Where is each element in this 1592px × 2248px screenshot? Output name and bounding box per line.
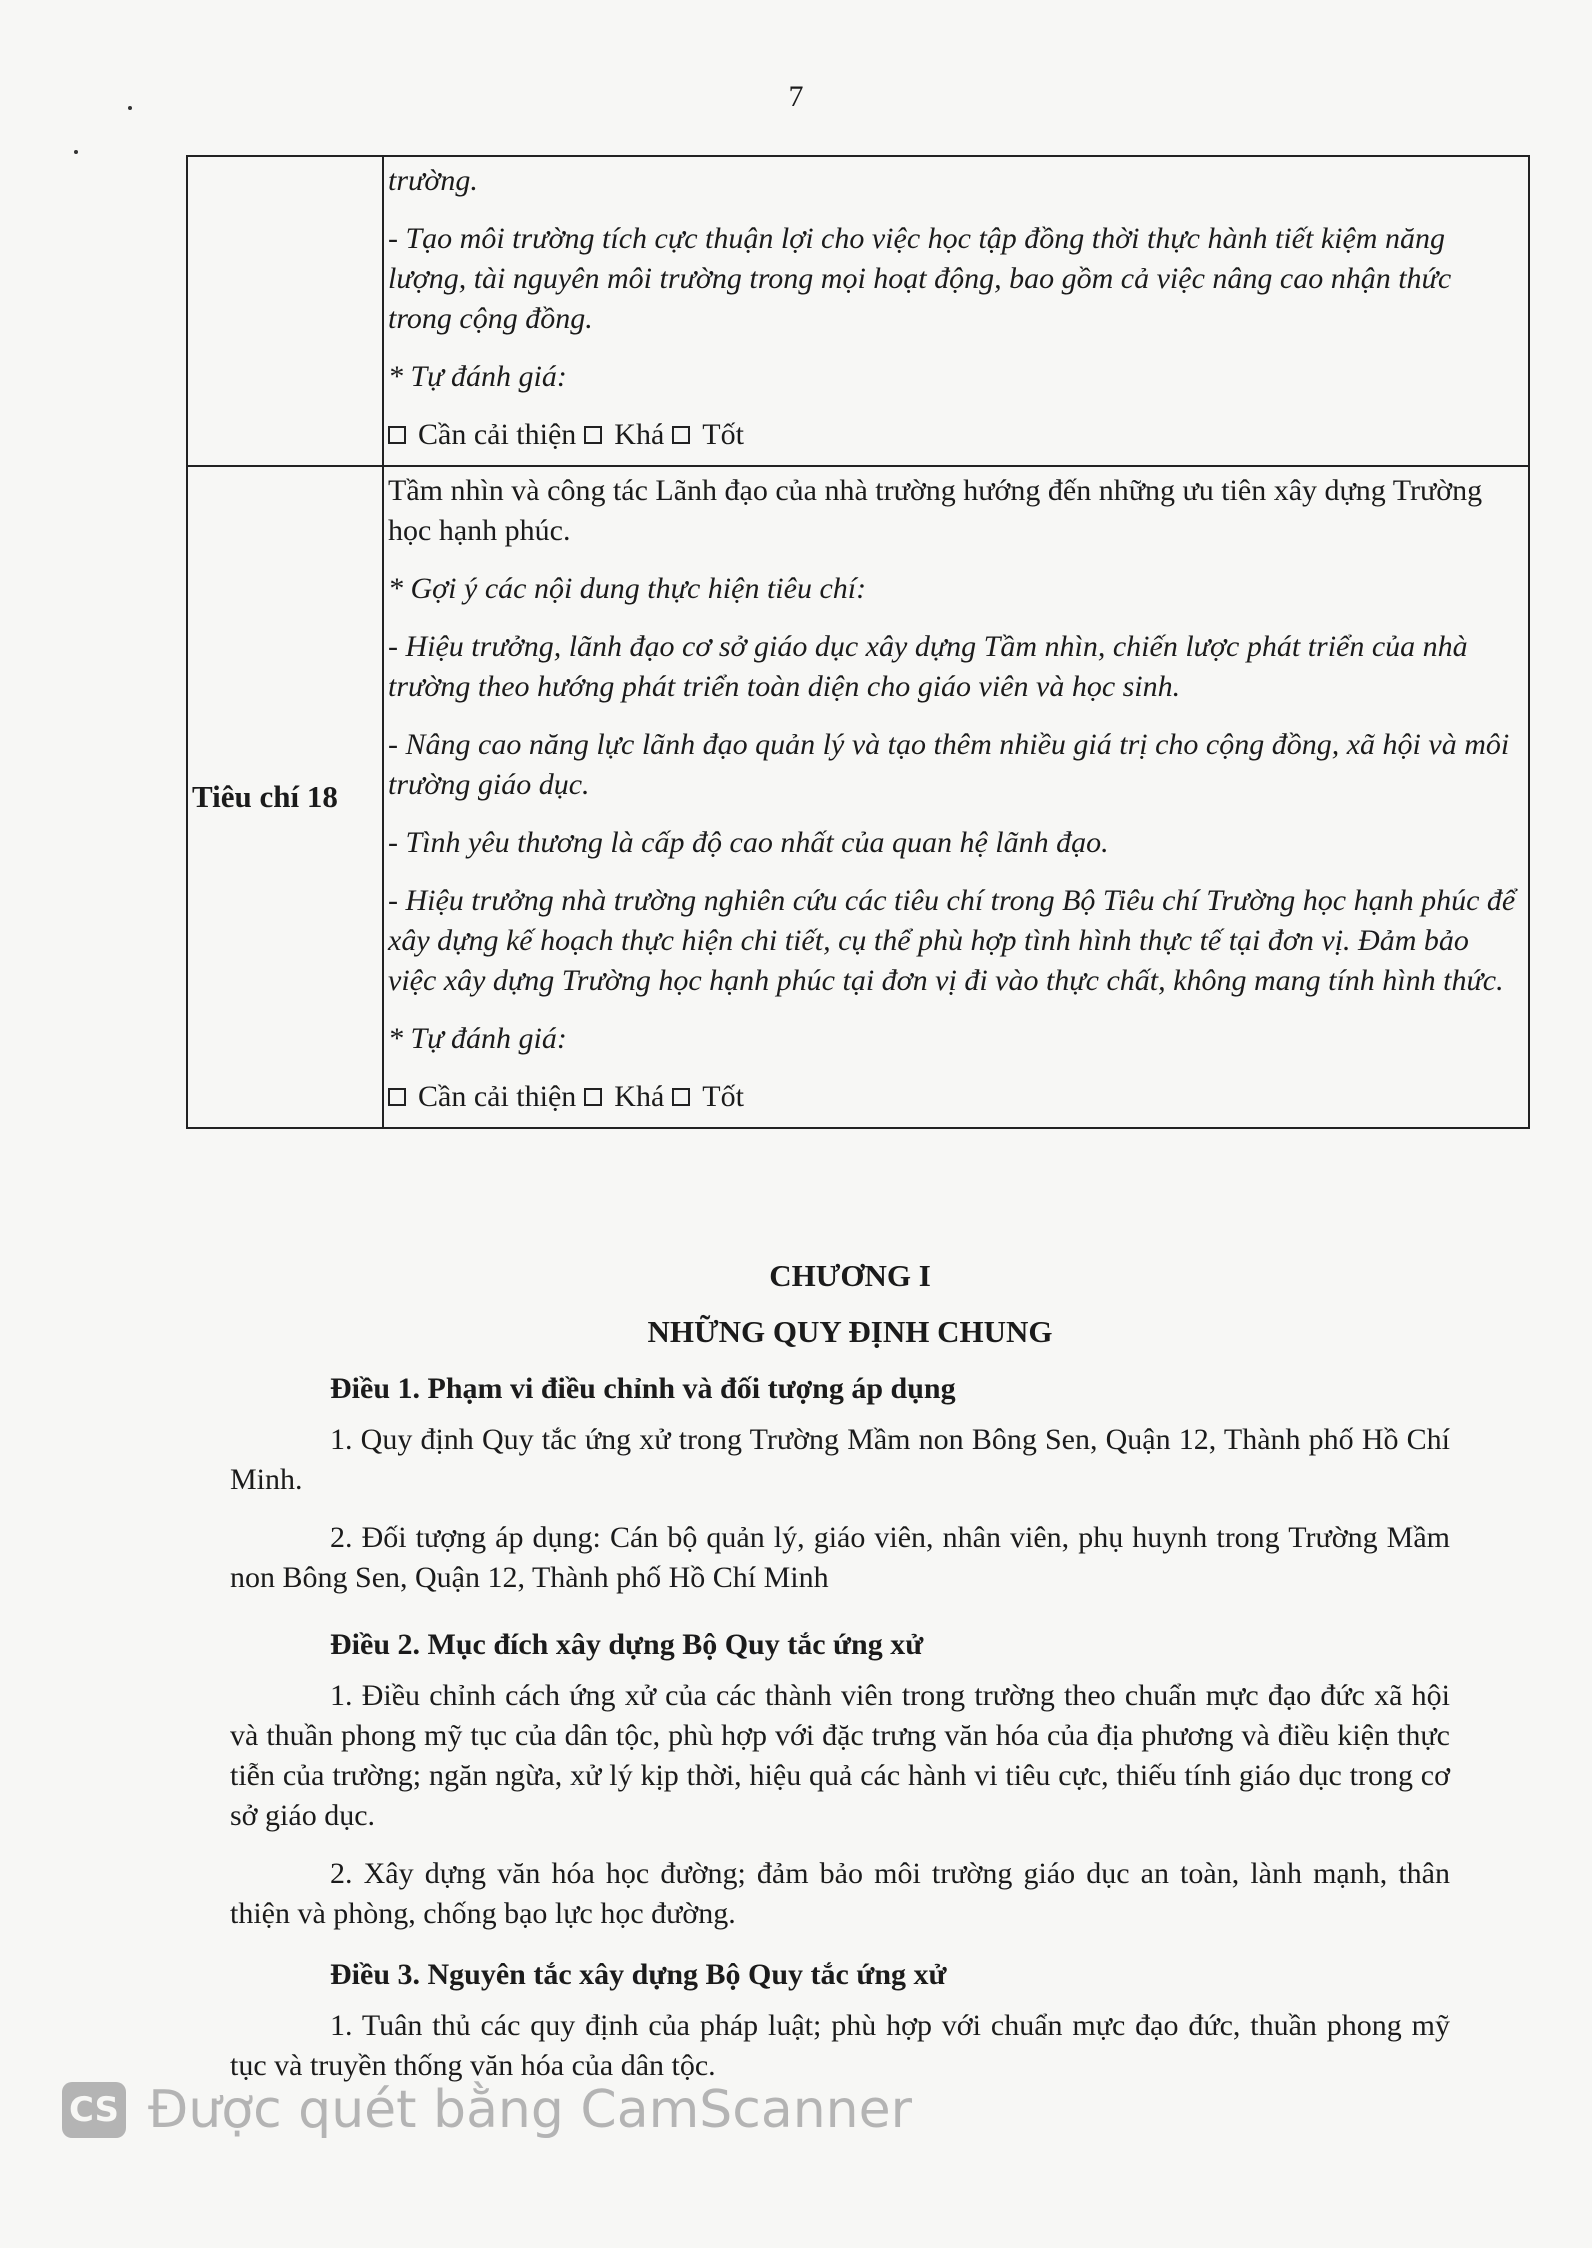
page-number: 7 xyxy=(788,80,804,113)
continuation-text: trường. xyxy=(388,164,478,197)
rating-label: Khá xyxy=(614,418,665,451)
chapter-title: NHỮNG QUY ĐỊNH CHUNG xyxy=(647,1314,1053,1349)
checkbox-icon[interactable] xyxy=(584,426,602,444)
bullet-text: - Hiệu trưởng, lãnh đạo cơ sở giáo dục xây dựng Tầm nhìn, chiến lược phát triển của nhà trường theo hướng phát triển toàn diện cho giáo viên và học sinh. xyxy=(388,630,1468,703)
checkbox-icon[interactable] xyxy=(672,426,690,444)
rating-options xyxy=(388,1077,1520,1117)
article-paragraph: 1. Quy định Quy tắc ứng xử trong Trường Mầm non Bông Sen, Quận 12, Thành phố Hồ Chí Minh. xyxy=(230,1423,1450,1496)
scan-speck xyxy=(74,150,78,154)
bullet-text: - Hiệu trưởng nhà trường nghiên cứu các tiêu chí trong Bộ Tiêu chí Trường học hạnh phúc để xây dựng kế hoạch thực hiện chi tiết, cụ thể phù hợp tình hình thực tế tại đơn vị. Đảm bảo việc xây dựng Trường học hạnh phúc tại đơn vị đi vào thực chất, không mang tính hình thức. xyxy=(388,884,1516,997)
criterion-content-cell xyxy=(383,466,1529,1128)
rating-label: Tốt xyxy=(702,418,744,451)
article-title: Điều 1. Phạm vi điều chỉnh và đối tượng áp dụng xyxy=(330,1372,956,1405)
bullet-text: - Nâng cao năng lực lãnh đạo quản lý và tạo thêm nhiều giá trị cho cộng đồng, xã hội và môi trường giáo dục. xyxy=(388,728,1510,801)
table-row xyxy=(187,156,1529,466)
article-paragraph: 1. Tuân thủ các quy định của pháp luật; phù hợp với chuẩn mực đạo đức, thuần phong mỹ tục và truyền thống văn hóa của dân tộc. xyxy=(230,2009,1450,2082)
article-body xyxy=(230,1420,1450,1598)
criterion-label-cell xyxy=(187,156,383,466)
camscanner-watermark xyxy=(62,2080,912,2140)
checkbox-icon[interactable] xyxy=(388,426,406,444)
suggestion-heading: * Gợi ý các nội dung thực hiện tiêu chí: xyxy=(388,572,867,605)
criteria-table xyxy=(186,155,1530,1129)
criterion-label-cell xyxy=(187,466,383,1128)
rating-label: Khá xyxy=(614,1080,665,1113)
article-title: Điều 3. Nguyên tắc xây dựng Bộ Quy tắc ứng xử xyxy=(330,1958,947,1991)
article-body xyxy=(230,1676,1450,1934)
bullet-text: - Tạo môi trường tích cực thuận lợi cho việc học tập đồng thời thực hành tiết kiệm năng lượng, tài nguyên môi trường trong mọi hoạt động, bao gồm cả việc nâng cao nhận thức trong cộng đồng. xyxy=(388,222,1452,335)
article-paragraph: 2. Đối tượng áp dụng: Cán bộ quản lý, giáo viên, nhân viên, phụ huynh trong Trường Mầm non Bông Sen, Quận 12, Thành phố Hồ Chí Minh xyxy=(230,1521,1450,1594)
article-paragraph: 2. Xây dựng văn hóa học đường; đảm bảo môi trường giáo dục an toàn, lành mạnh, thân thiện và phòng, chống bạo lực học đường. xyxy=(230,1857,1450,1930)
article-body xyxy=(230,2006,1450,2086)
rating-label: Tốt xyxy=(702,1080,744,1113)
camscanner-logo-icon: CS xyxy=(62,2082,126,2138)
rating-options xyxy=(388,415,1520,455)
article-paragraph: 1. Điều chỉnh cách ứng xử của các thành viên trong trường theo chuẩn mực đạo đức xã hội và thuần phong mỹ tục của dân tộc, phù hợp với đặc trưng văn hóa của địa phương và điều kiện thực tiễn của trường; ngăn ngừa, xử lý kịp thời, hiệu quả các hành vi tiêu cực, thiếu tính giáo dục trong cơ sở giáo dục. xyxy=(230,1679,1450,1832)
checkbox-icon[interactable] xyxy=(584,1088,602,1106)
checkbox-icon[interactable] xyxy=(388,1088,406,1106)
chapter-number: CHƯƠNG I xyxy=(769,1258,931,1293)
self-eval-heading: * Tự đánh giá: xyxy=(388,1022,567,1055)
criterion-content-cell xyxy=(383,156,1529,466)
self-eval-heading: * Tự đánh giá: xyxy=(388,360,567,393)
bullet-text: - Tình yêu thương là cấp độ cao nhất của quan hệ lãnh đạo. xyxy=(388,826,1109,859)
criterion-intro: Tầm nhìn và công tác Lãnh đạo của nhà trường hướng đến những ưu tiên xây dựng Trường học hạnh phúc. xyxy=(388,474,1483,547)
checkbox-icon[interactable] xyxy=(672,1088,690,1106)
rating-label: Cần cải thiện xyxy=(418,1080,577,1113)
table-row xyxy=(187,466,1529,1128)
criterion-label xyxy=(188,293,192,328)
criterion-label: Tiêu chí 18 xyxy=(192,779,338,814)
rating-label: Cần cải thiện xyxy=(418,418,577,451)
article-title: Điều 2. Mục đích xây dựng Bộ Quy tắc ứng xử xyxy=(330,1628,924,1661)
watermark-text: Được quét bằng CamScanner xyxy=(148,2080,913,2140)
